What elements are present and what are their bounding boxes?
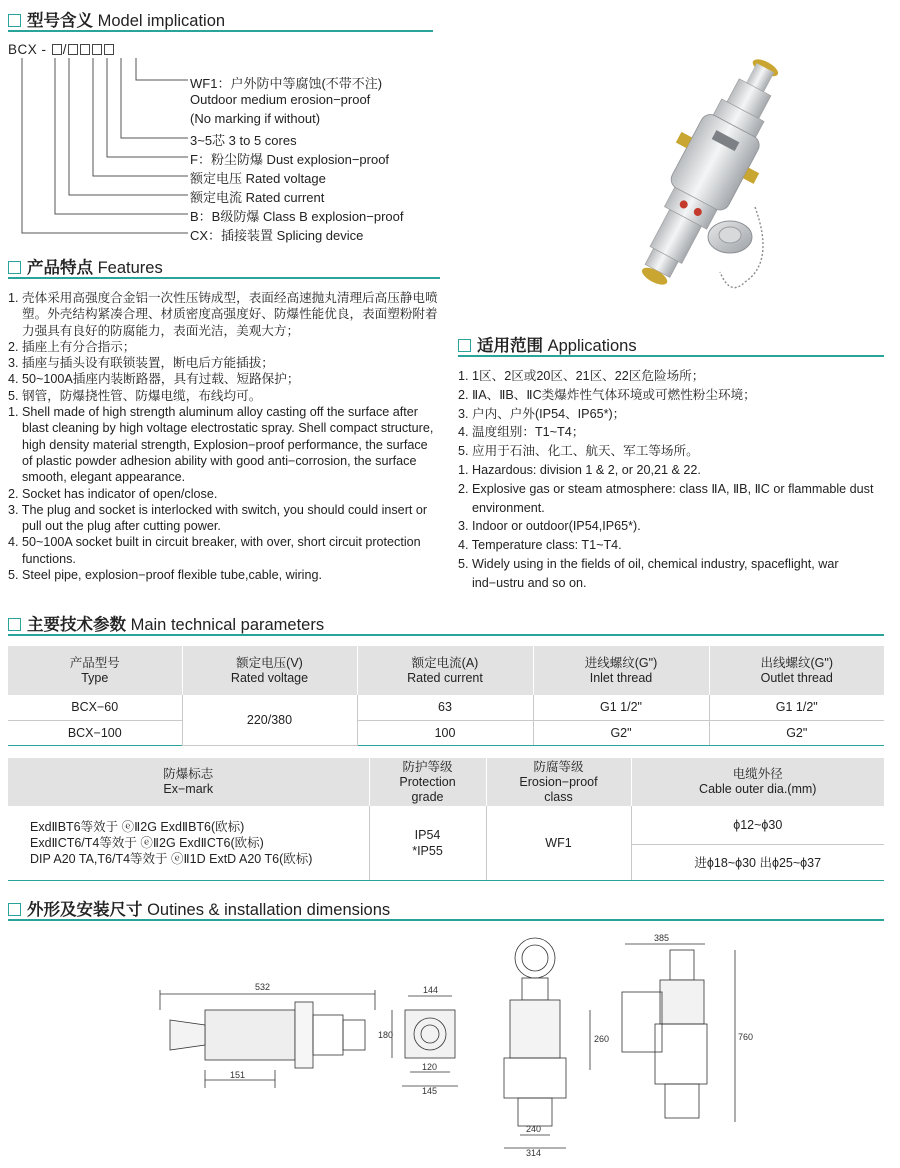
features-section-heading: 产品特点 Features <box>8 254 163 278</box>
legend-voltage: 额定电压 Rated voltage <box>190 171 326 186</box>
list-item: 1. Shell made of high strength aluminum alloy casting off the surface after blast cleaning by high voltage electrostatic spray. Shell compact structure, high density material strength, Explosion−proof performance, the surface of plastic powder adhesion ability with good anti−corrosion, the surface smooth, elegant appearance. <box>8 405 434 485</box>
header-voltage: 额定电压(V) Rated voltage <box>182 646 357 695</box>
list-item: 2. Explosive gas or steam atmosphere: class ⅡA, ⅡB, ⅡC or flammable dust environment. <box>458 481 874 515</box>
cable-cell: ϕ12~ϕ30 <box>631 806 884 844</box>
dim-label-260: 260 <box>594 1034 610 1044</box>
list-item: 5. 应用于石油、化工、航天、军工等场所。 <box>458 444 699 459</box>
legend-class-b: B：B级防爆 Class B explosion−proof <box>190 209 404 224</box>
header-erosion: 防腐等级 Erosion−proof class <box>486 758 631 806</box>
side-socket-drawing <box>622 944 735 1122</box>
flange-view-drawing <box>392 996 458 1086</box>
header-inlet: 进线螺纹(G") Inlet thread <box>533 646 709 695</box>
voltage-cell: 220/380 <box>182 695 357 745</box>
params-section-heading: 主要技术参数 Main technical parameters <box>8 611 324 635</box>
product-photo <box>570 32 890 322</box>
dim-label-760: 760 <box>738 1032 754 1042</box>
list-item: 4. 50~100A socket built in circuit breaker, with over, short circuit protection functions. <box>8 535 421 566</box>
applications-list <box>458 367 890 593</box>
applications-section-heading: 适用范围 Applications <box>458 332 637 356</box>
legend-cx: CX：插接装置 Splicing device <box>190 228 364 243</box>
list-item: 1. Hazardous: division 1 & 2, or 20,21 & 22. <box>458 462 701 477</box>
list-item: 3. The plug and socket is interlocked with switch, you should could insert or pull out the plug after cutting power. <box>8 502 428 534</box>
exmark-cell: ExdⅡBT6等效于 ⓔⅡ2G ExdⅡBT6(欧标) ExdⅡCT6/T4等效于 ⓔⅡ2G ExdⅡCT6(欧标) DIP A20 TA,T6/T4等效于 ⓔⅡ1D ExtD A20 T6(欧标) <box>8 806 369 880</box>
list-item: 2. 插座上有分合指示； <box>8 339 136 354</box>
dim-label-314: 314 <box>526 1148 542 1158</box>
erosion-cell: WF1 <box>486 806 631 880</box>
dim-label-151: 151 <box>230 1070 246 1080</box>
section-rule <box>8 277 440 279</box>
dimensions-section-heading: 外形及安装尺寸 Outines & installation dimensions <box>8 896 390 920</box>
header-exmark: 防爆标志 Ex−mark <box>8 758 369 806</box>
front-view-drawing <box>504 938 590 1148</box>
side-view-drawing <box>160 990 375 1088</box>
dim-label-385: 385 <box>654 933 670 943</box>
checkbox-square-icon <box>8 903 21 916</box>
section-rule <box>458 355 884 357</box>
list-item: 4. 温度组别：T1~T4； <box>458 425 585 440</box>
list-item: 5. Widely using in the fields of oil, chemical industry, spaceflight, war ind−ustru and so on. <box>458 556 839 590</box>
list-item: 3. 插座与插头设有联锁装置，断电后方能插拔； <box>8 356 274 371</box>
table-row: BCX−100 100 G2" G2" <box>8 720 884 745</box>
dim-label-145: 145 <box>422 1086 438 1096</box>
model-section-heading: 型号含义 Model implication <box>8 7 225 31</box>
features-list <box>8 290 440 583</box>
header-protection: 防护等级 Protection grade <box>369 758 486 806</box>
model-code: BCX - / <box>8 42 115 57</box>
model-code-bracket-lines <box>0 0 200 250</box>
legend-current: 额定电流 Rated current <box>190 190 325 205</box>
dim-label-180: 180 <box>378 1030 394 1040</box>
params-table-2 <box>8 758 884 881</box>
list-item: 4. 50~100A插座内装断路器，具有过载、短路保护； <box>8 372 300 387</box>
dim-label-240: 240 <box>526 1124 542 1134</box>
legend-wf1-note: (No marking if without) <box>190 111 321 126</box>
dim-label-532: 532 <box>255 982 271 992</box>
table-row <box>8 806 884 844</box>
legend-dust: F：粉尘防爆 Dust explosion−proof <box>190 152 390 167</box>
header-type: 产品型号 Type <box>8 646 182 695</box>
checkbox-square-icon <box>458 339 471 352</box>
list-item: 5. 钢管，防爆挠性管、防爆电缆，布线均可。 <box>8 388 262 403</box>
protection-cell: IP54 *IP55 <box>369 806 486 880</box>
table-header-row <box>8 646 884 695</box>
cable-cell: 进ϕ18~ϕ30 出ϕ25~ϕ37 <box>631 844 884 880</box>
header-outlet: 出线螺纹(G") Outlet thread <box>709 646 884 695</box>
list-item: 3. 户内、户外(IP54、IP65*)； <box>458 406 626 421</box>
legend-wf1-en: Outdoor medium erosion−proof <box>190 92 371 107</box>
header-current: 额定电流(A) Rated current <box>357 646 533 695</box>
list-item: 5. Steel pipe, explosion−proof flexible tube,cable, wiring. <box>8 568 322 583</box>
checkbox-square-icon <box>8 261 21 274</box>
section-rule <box>8 634 884 636</box>
dim-label-120: 120 <box>422 1062 438 1072</box>
params-table-1 <box>8 646 884 746</box>
dim-label-144: 144 <box>423 985 439 995</box>
list-item: 3. Indoor or outdoor(IP54,IP65*). <box>458 519 641 534</box>
header-cable: 电缆外径 Cable outer dia.(mm) <box>631 758 884 806</box>
dimension-drawings <box>150 930 754 1160</box>
legend-cores: 3~5芯 3 to 5 cores <box>190 133 297 148</box>
list-item: 1. 1区、2区或20区、21区、22区危险场所； <box>458 369 705 383</box>
section-rule <box>8 919 884 921</box>
checkbox-square-icon <box>8 618 21 631</box>
table-row: BCX−60 220/380 63 G1 1/2" G1 1/2" <box>8 695 884 720</box>
list-item: 2. ⅡA、ⅡB、ⅡC类爆炸性气体环境或可燃性粉尘环境； <box>458 387 756 402</box>
list-item: 1. 壳体采用高强度合金铝一次性压铸成型，表面经高速抛丸清理后高压静电喷塑。外壳结构紧凑合理、材质密度高强度好、防爆性能优良，表面塑粉附着力强具有良好的防腐能力，表面光洁，美观大方； <box>8 291 438 338</box>
legend-wf1: WF1：户外防中等腐蚀(不带不注) <box>190 76 383 91</box>
list-item: 2. Socket has indicator of open/close. <box>8 486 218 501</box>
list-item: 4. Temperature class: T1~T4. <box>458 538 622 553</box>
table-header-row <box>8 758 884 806</box>
